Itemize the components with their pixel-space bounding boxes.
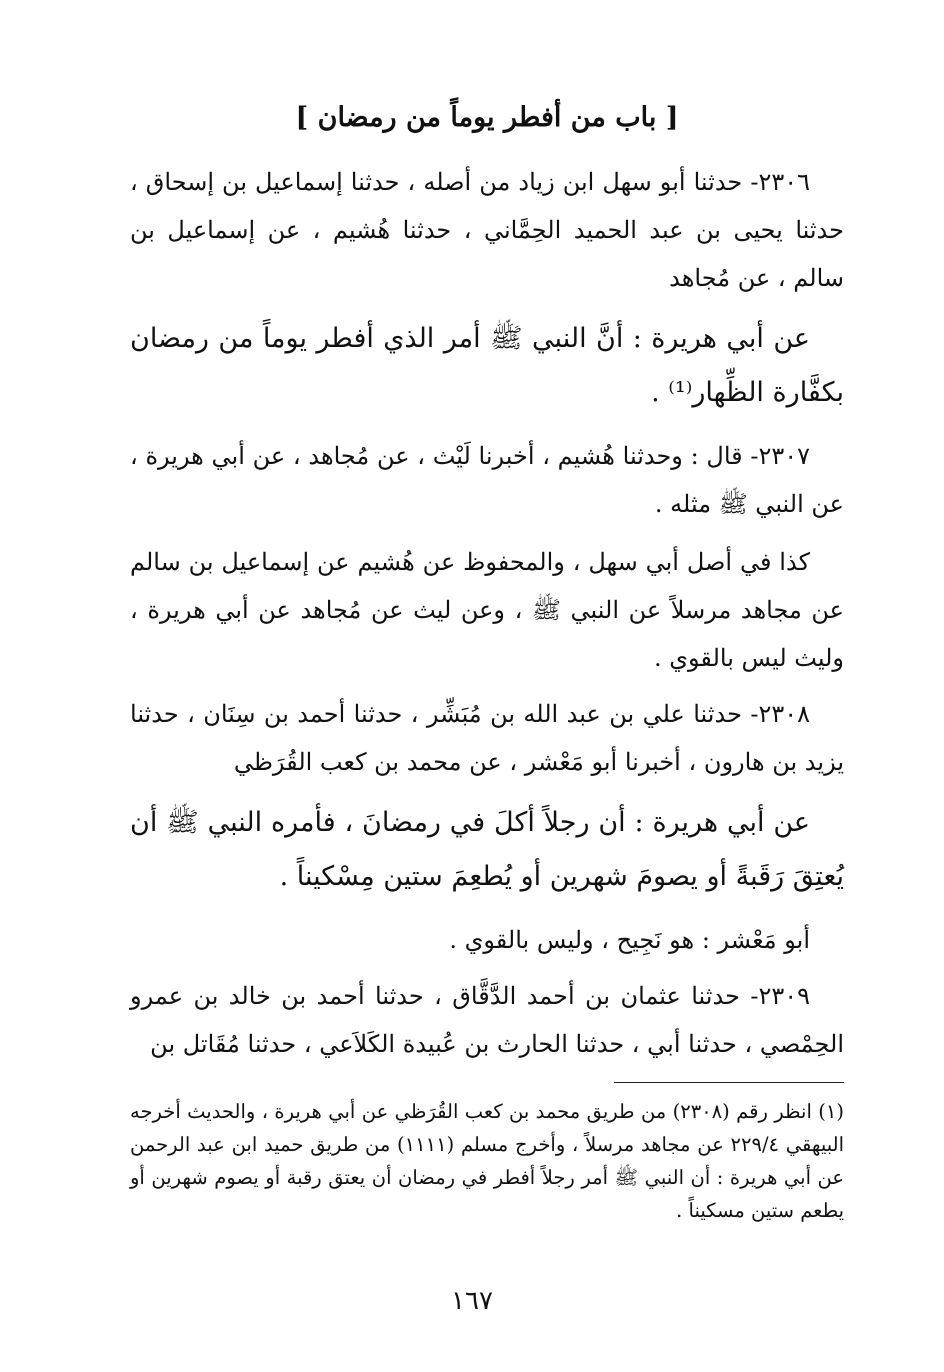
page-body: [130, 92, 844, 1332]
hadith-2309-chain: ٢٣٠٩- حدثنا عثمان بن أحمد الدَّقَّاق ، حدثنا أحمد بن خالد بن عمرو الحِمْصي ، حدثنا أبي ، حدثنا الحارث بن عُبيدة الكَلاَعي ، حدثنا مُقَاتل بن: [130, 982, 844, 1058]
hadith-2307-commentary: كذا في أصل أبي سهل ، والمحفوظ عن هُشيم عن إسماعيل بن سالم عن مجاهد مرسلاً عن النبي ﷺ ، وعن ليث عن مُجاهد عن أبي هريرة ، وليث ليس بالقوي .: [130, 548, 844, 672]
hadith-2306-chain: ٢٣٠٦- حدثنا أبو سهل ابن زياد من أصله ، حدثنا إسماعيل بن إسحاق ، حدثنا يحيى بن عبد الحميد الحِمَّاني ، حدثنا هُشيم ، عن إسماعيل بن سالم ، عن مُجاهد: [130, 168, 844, 292]
chapter-title: [ باب من أفطر يوماً من رمضان ]: [295, 102, 679, 133]
hadith-2308-commentary: أبو مَعْشر : هو نَجِيح ، وليس بالقوي .: [449, 926, 810, 954]
footnote-separator: [614, 1082, 844, 1083]
footnote-1: (١) انظر رقم (٢٣٠٨) من طريق محمد بن كعب القُرَظي عن أبي هريرة ، والحديث أخرجه البيهقي ٢٢٩/٤ عن مجاهد مرسلاً ، وأخرج مسلم (١١١١) من طريق حميد ابن عبد الرحمن عن أبي هريرة : أن النبي ﷺ أمر رجلاً أفطر في رمضان أن يعتق رقبة أو يصوم شهرين أو يطعم ستين مسكيناً .: [130, 1100, 845, 1222]
hadith-2306-text: عن أبي هريرة : أنَّ النبي ﷺ أمر الذي أفطر يوماً من رمضان بكفَّارة الظِّهار⁽¹⁾ .: [130, 323, 844, 408]
hadith-2308-chain: ٢٣٠٨- حدثنا علي بن عبد الله بن مُبَشِّر ، حدثنا أحمد بن سِنَان ، حدثنا يزيد بن هارون ، أخبرنا أبو مَعْشر ، عن محمد بن كعب القُرَظي: [130, 700, 844, 776]
hadith-2308-text: عن أبي هريرة : أن رجلاً أكلَ في رمضانَ ، فأمره النبي ﷺ أن يُعتِقَ رَقَبةً أو يصومَ شهرين أو يُطعِمَ ستين مِسْكيناً .: [130, 807, 844, 892]
hadith-2307-chain: ٢٣٠٧- قال : وحدثنا هُشيم ، أخبرنا لَيْث ، عن مُجاهد ، عن أبي هريرة ، عن النبي ﷺ مثله .: [130, 442, 844, 518]
page-number: ١٦٧: [451, 1286, 493, 1316]
